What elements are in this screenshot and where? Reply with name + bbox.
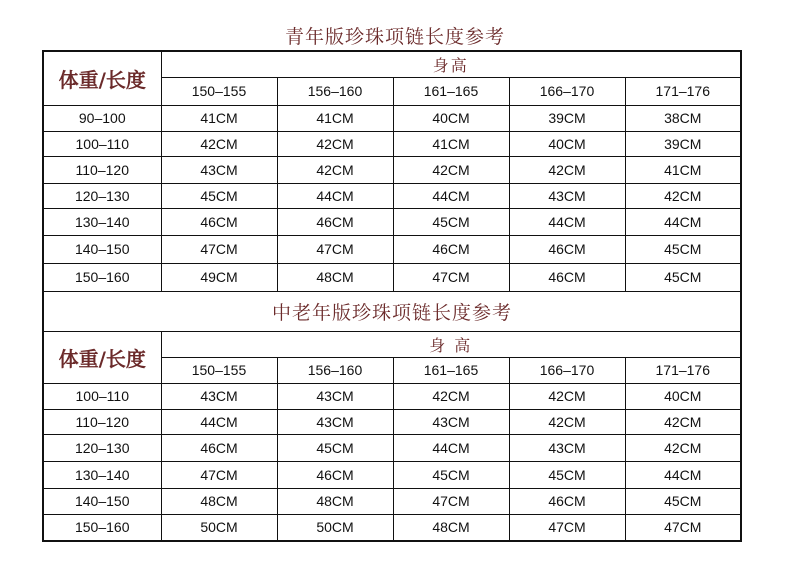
youth-length-value: 42CM [277, 131, 393, 156]
senior-title-row [43, 291, 741, 331]
youth-table-row [43, 156, 741, 183]
youth-table-row [43, 208, 741, 235]
senior-length-value: 45CM [625, 488, 741, 514]
youth-length-value: 47CM [393, 263, 509, 291]
size-chart-body [43, 51, 741, 541]
youth-weight-range: 120–130 [43, 183, 161, 208]
youth-length-value: 40CM [509, 131, 625, 156]
senior-weight-range: 140–150 [43, 488, 161, 514]
senior-length-value: 44CM [393, 434, 509, 461]
senior-table-row [43, 409, 741, 434]
youth-weight-range: 100–110 [43, 131, 161, 156]
youth-length-value: 43CM [161, 156, 277, 183]
senior-length-value: 43CM [161, 383, 277, 409]
senior-length-value: 46CM [161, 434, 277, 461]
senior-length-value: 42CM [509, 383, 625, 409]
senior-corner-label: 体重/长度 [43, 331, 161, 383]
senior-height-label: 身 高 [161, 331, 741, 357]
youth-length-value: 45CM [161, 183, 277, 208]
youth-height-range: 166–170 [509, 77, 625, 105]
senior-height-range: 156–160 [277, 357, 393, 383]
senior-length-value: 50CM [161, 514, 277, 541]
senior-length-value: 44CM [625, 461, 741, 488]
youth-height-range: 150–155 [161, 77, 277, 105]
senior-length-value: 42CM [509, 409, 625, 434]
youth-length-value: 44CM [277, 183, 393, 208]
youth-length-value: 46CM [277, 208, 393, 235]
youth-weight-range: 90–100 [43, 105, 161, 131]
senior-length-value: 47CM [161, 461, 277, 488]
youth-length-value: 41CM [161, 105, 277, 131]
youth-length-value: 44CM [509, 208, 625, 235]
youth-length-value: 41CM [625, 156, 741, 183]
size-chart-table [42, 50, 742, 542]
senior-length-value: 48CM [161, 488, 277, 514]
senior-weight-range: 110–120 [43, 409, 161, 434]
youth-length-value: 46CM [509, 235, 625, 263]
senior-length-value: 44CM [161, 409, 277, 434]
youth-weight-range: 150–160 [43, 263, 161, 291]
senior-length-value: 45CM [393, 461, 509, 488]
youth-length-value: 39CM [509, 105, 625, 131]
youth-header-row [43, 51, 741, 77]
youth-table-row [43, 105, 741, 131]
youth-length-value: 42CM [625, 183, 741, 208]
senior-length-value: 43CM [393, 409, 509, 434]
senior-length-value: 47CM [509, 514, 625, 541]
senior-length-value: 50CM [277, 514, 393, 541]
senior-length-value: 45CM [277, 434, 393, 461]
youth-length-value: 48CM [277, 263, 393, 291]
senior-length-value: 43CM [277, 383, 393, 409]
senior-length-value: 42CM [625, 409, 741, 434]
senior-weight-range: 130–140 [43, 461, 161, 488]
youth-weight-range: 110–120 [43, 156, 161, 183]
senior-title: 中老年版珍珠项链长度参考 [43, 291, 741, 331]
youth-length-value: 42CM [509, 156, 625, 183]
senior-length-value: 43CM [509, 434, 625, 461]
youth-length-value: 46CM [393, 235, 509, 263]
youth-length-value: 39CM [625, 131, 741, 156]
youth-length-value: 45CM [393, 208, 509, 235]
youth-length-value: 42CM [161, 131, 277, 156]
senior-weight-range: 120–130 [43, 434, 161, 461]
senior-table-row [43, 488, 741, 514]
senior-table-row [43, 514, 741, 541]
youth-length-value: 42CM [277, 156, 393, 183]
senior-table-row [43, 434, 741, 461]
senior-header-row [43, 331, 741, 357]
youth-length-value: 45CM [625, 235, 741, 263]
senior-length-value: 43CM [277, 409, 393, 434]
youth-length-value: 43CM [509, 183, 625, 208]
senior-length-value: 47CM [393, 488, 509, 514]
youth-length-value: 42CM [393, 156, 509, 183]
senior-table-row [43, 383, 741, 409]
youth-length-value: 44CM [393, 183, 509, 208]
senior-length-value: 48CM [393, 514, 509, 541]
youth-length-value: 44CM [625, 208, 741, 235]
youth-length-value: 41CM [277, 105, 393, 131]
senior-weight-range: 150–160 [43, 514, 161, 541]
senior-height-range: 161–165 [393, 357, 509, 383]
senior-length-value: 46CM [277, 461, 393, 488]
senior-height-range: 150–155 [161, 357, 277, 383]
youth-length-value: 45CM [625, 263, 741, 291]
senior-table-row [43, 461, 741, 488]
youth-height-range: 171–176 [625, 77, 741, 105]
youth-weight-range: 140–150 [43, 235, 161, 263]
youth-title: 青年版珍珠项链长度参考 [284, 26, 505, 48]
youth-length-value: 38CM [625, 105, 741, 131]
youth-table-row [43, 263, 741, 291]
senior-length-value: 40CM [625, 383, 741, 409]
youth-table-row [43, 131, 741, 156]
youth-height-label: 身高 [161, 51, 741, 77]
youth-length-value: 47CM [161, 235, 277, 263]
youth-length-value: 41CM [393, 131, 509, 156]
youth-length-value: 46CM [161, 208, 277, 235]
senior-length-value: 48CM [277, 488, 393, 514]
youth-length-value: 46CM [509, 263, 625, 291]
senior-weight-range: 100–110 [43, 383, 161, 409]
senior-length-value: 42CM [625, 434, 741, 461]
youth-height-range: 161–165 [393, 77, 509, 105]
youth-length-value: 47CM [277, 235, 393, 263]
youth-table-row [43, 183, 741, 208]
senior-length-value: 45CM [509, 461, 625, 488]
youth-corner-label: 体重/长度 [43, 51, 161, 105]
senior-length-value: 46CM [509, 488, 625, 514]
youth-table-row [43, 235, 741, 263]
youth-height-range: 156–160 [277, 77, 393, 105]
youth-weight-range: 130–140 [43, 208, 161, 235]
youth-length-value: 49CM [161, 263, 277, 291]
senior-height-range: 171–176 [625, 357, 741, 383]
senior-length-value: 42CM [393, 383, 509, 409]
senior-length-value: 47CM [625, 514, 741, 541]
youth-length-value: 40CM [393, 105, 509, 131]
senior-height-range: 166–170 [509, 357, 625, 383]
